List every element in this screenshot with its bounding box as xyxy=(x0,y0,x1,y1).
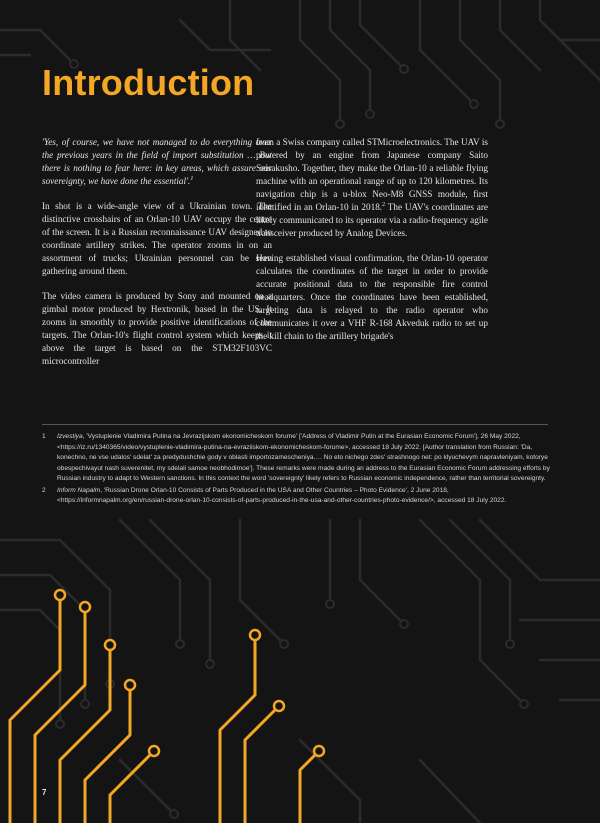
footnote-text: , 'Vystuplenie Vladimira Putina na Jevrazijskom ekonomicheskom forume' ['Address of Vladimir Putin at the Eurasian Economic Forum'], 26 May 2022, <https://iz.ru/1340365/video/vystuplenie-vladimira-putina-na-evraziiskom-ekonomicheskom-forume>, accessed 18 July 2022. [Author translation from Russian: 'Da, konechno, ne vse udalos' sdelat' za predydushchie gody v oblasti importozamescheniya…. No eto nichego zdes' strashnogo net: po klyuchevym napravleniyam, kotorye obespechivayut nash suverenitet, my sdelali samoe neobhodimoe']. These remarks were made during an address to the Eurasian Economic Forum addressing efforts by Russian industry to adapt to Western sanctions. In this context the word 'sovereignty' likely refers to Russian economic independence, rather than territorial sovereignty. xyxy=(57,433,550,482)
circuit-traces-gold xyxy=(10,600,315,823)
footnote-1 xyxy=(42,432,558,485)
footnote-2 xyxy=(42,486,558,507)
page-title: Introduction xyxy=(42,62,255,103)
body-paragraph-3 xyxy=(256,136,488,240)
footnote-divider xyxy=(42,424,548,425)
footnote-number: 2 xyxy=(42,486,46,494)
footnote-source: Izvestiya xyxy=(57,433,83,440)
footnote-body xyxy=(57,486,558,507)
footnote-number: 1 xyxy=(42,433,46,440)
footnote-ref-1[interactable]: 1 xyxy=(190,175,194,182)
footnote-ref-2[interactable]: 2 xyxy=(382,201,386,208)
left-column xyxy=(42,136,272,380)
page-number: 7 xyxy=(42,788,47,797)
opening-quote-text: 'Yes, of course, we have not managed to do everything over the previous years in the field of import substitution … But there is nothing to fear here: in key areas, which assure our sovereignty, we have done the essential'. xyxy=(42,137,272,186)
footnote-body xyxy=(57,432,558,485)
opening-quote xyxy=(42,136,272,188)
body-paragraph-2: The video camera is produced by Sony and mounted on a gimbal motor produced by Hextronik, based in the US. It zooms in smoothly to provide positive identifications of the targets. The Orlan-10's flight control system which keeps it above the target is based on the STM32F103VC microcontroller xyxy=(42,291,272,366)
body-paragraph-3-part-b: The UAV's coordinates are likely communicated to its operator via a radio-frequency agile transceiver produced by Analog Devices. xyxy=(256,202,488,238)
body-paragraph-3-part-a: from a Swiss company called STMicroelectronics. The UAV is powered by an engine from Japanese company Saito Seisakusho. Together, they make the Orlan-10 a reliable flying machine with an operational range of up to 120 kilometres. Its navigation chip is a u-blox Neo-M8 GNSS module, first identified in an Orlan-10 in 2018. xyxy=(256,137,488,212)
right-column xyxy=(256,136,488,355)
body-paragraph-4: Having established visual confirmation, the Orlan-10 operator calculates the coordinates of the target in order to provide accurate positional data to the responsible fire control headquarters. Once the coordinates have been established, targeting data is relayed to the radio operator who communicates it over a VHF R-168 Akveduk radio to set up the kill chain to the artillery brigade's xyxy=(256,253,488,341)
footnote-text: , 'Russian Drone Orlan-10 Consists of Parts Produced in the USA and Other Countries – Photo Evidence', 2 June 2018, <https://informnapalm.org/en/russian-drone-orlan-10-consists-of-parts-produced-in-the-usa-and-other-countries-photo-evidence/>, accessed 18 July 2022. xyxy=(57,486,507,504)
circuit-pads-gold xyxy=(55,590,324,756)
footnotes xyxy=(42,432,558,508)
body-paragraph-1: In shot is a wide-angle view of a Ukrainian town. The distinctive crosshairs of an Orlan-10 UAV occupy the centre of the screen. It is a Russian reconnaissance UAV designed to coordinate artillery strikes. The operator zooms in on an assortment of trucks; Ukrainian personnel can be seen gathering around them. xyxy=(42,201,272,276)
footnote-source: Inform Napalm xyxy=(57,486,101,494)
